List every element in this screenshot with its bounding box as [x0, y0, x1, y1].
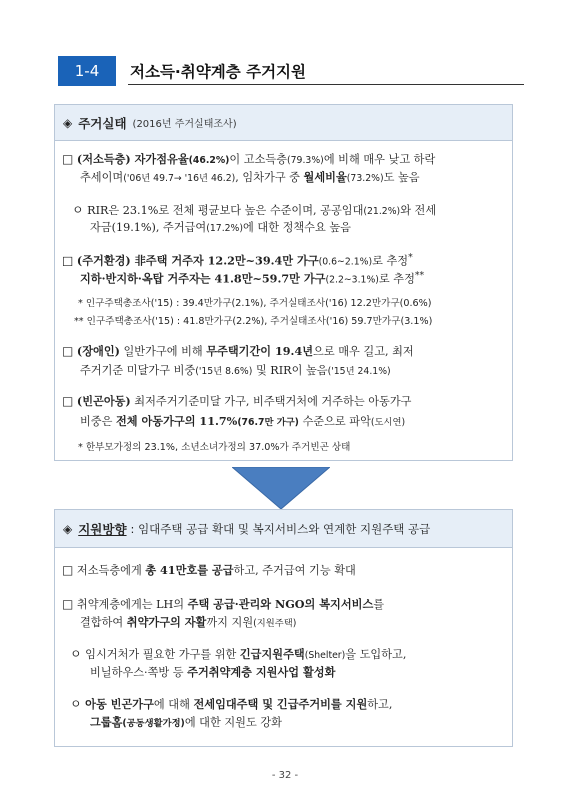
square-bullet-icon: □: [62, 152, 74, 166]
square-bullet-icon: □: [62, 563, 74, 577]
list-item: 비닐하우스·쪽방 등 주거취약계층 지원사업 활성화: [90, 665, 336, 679]
list-item: 그룹홈(공동생활가정)에 대한 지원도 강화: [90, 715, 282, 729]
housing-status-heading: [55, 105, 512, 141]
list-item: 자금(19.1%), 주거급여(17.2%)에 대한 정책수요 높음: [90, 221, 351, 234]
section-title: 저소득·취약계층 주거지원: [130, 63, 306, 81]
section-number-badge: 1-4: [58, 56, 116, 86]
support-direction-heading: [55, 510, 512, 548]
square-bullet-icon: □: [62, 394, 74, 408]
circle-bullet-icon: ㅇ: [72, 203, 84, 217]
list-item: 추세이며('06년 49.7→ '16년 46.2), 임차가구 중 월세비율(73.2%)도 높음: [80, 170, 420, 184]
list-item: ㅇ 아동 빈곤가구에 대해 전세임대주택 및 긴급주거비를 지원하고,: [70, 697, 393, 711]
list-item: □ (장애인) 일반가구에 비해 무주택기간이 19.4년으로 매우 길고, 최저: [62, 344, 414, 358]
circle-bullet-icon: ㅇ: [70, 647, 82, 661]
list-item: □ 저소득층에게 총 41만호를 공급하고, 주거급여 기능 확대: [62, 563, 356, 577]
list-item: ㅇ 임시거처가 필요한 가구를 위한 긴급지원주택(Shelter)을 도입하고,: [70, 647, 407, 661]
footnote: * 한부모가정의 23.1%, 소년소녀가정의 37.0%가 주거빈곤 상태: [78, 442, 351, 453]
list-item: 결합하여 취약가구의 자활까지 지원(지원주택): [80, 615, 297, 629]
list-item: □ (저소득층) 자가점유율(46.2%)이 고소득층(79.3%)에 비해 매우 낮고 하락: [62, 152, 436, 166]
square-bullet-icon: □: [62, 344, 74, 358]
heading-label: 주거실태: [78, 115, 127, 131]
list-item: 비중은 전체 아동가구의 11.7%(76.7만 가구) 수준으로 파악(도시연): [80, 414, 406, 428]
diamond-bullet-icon: ◈: [63, 115, 73, 130]
page-number: - 32 -: [271, 770, 299, 781]
list-item: 지하·반지하·옥탑 거주자는 41.8만~59.7만 가구(2.2~3.1%)로 추정**: [80, 270, 425, 286]
heading-label: 지원방향: [78, 521, 127, 537]
circle-bullet-icon: ㅇ: [70, 697, 82, 711]
list-item: ㅇ RIR은 23.1%로 전체 평균보다 높은 수준이며, 공공임대(21.2%)와 전세: [72, 203, 437, 217]
diamond-bullet-icon: ◈: [63, 521, 73, 536]
square-bullet-icon: □: [62, 597, 74, 611]
list-item: □ 취약계층에게는 LH의 주택 공급·관리와 NGO의 복지서비스를: [62, 597, 385, 611]
title-underline: [128, 84, 524, 85]
down-arrow-icon: [232, 467, 330, 509]
footnote: * 인구주택총조사('15) : 39.4만가구(2.1%), 주거실태조사('16) 12.2만가구(0.6%): [78, 298, 432, 309]
list-item: □ (주거환경) 非주택 거주자 12.2만~39.4만 가구(0.6~2.1%)로 추정*: [62, 252, 413, 268]
list-item: □ (빈곤아동) 최저주거기준미달 가구, 비주택거처에 거주하는 아동가구: [62, 394, 412, 408]
square-bullet-icon: □: [62, 253, 74, 268]
section-header: [58, 56, 508, 86]
heading-source: (2016년 주거실태조사): [132, 119, 237, 130]
heading-description: : 임대주택 공급 확대 및 복지서비스와 연계한 지원주택 공급: [130, 521, 431, 536]
footnote: ** 인구주택총조사('15) : 41.8만가구(2.2%), 주거실태조사('16) 59.7만가구(3.1%): [74, 316, 433, 327]
list-item: 주거기준 미달가구 비중('15년 8.6%) 및 RIR이 높음('15년 24.1%): [80, 364, 391, 377]
